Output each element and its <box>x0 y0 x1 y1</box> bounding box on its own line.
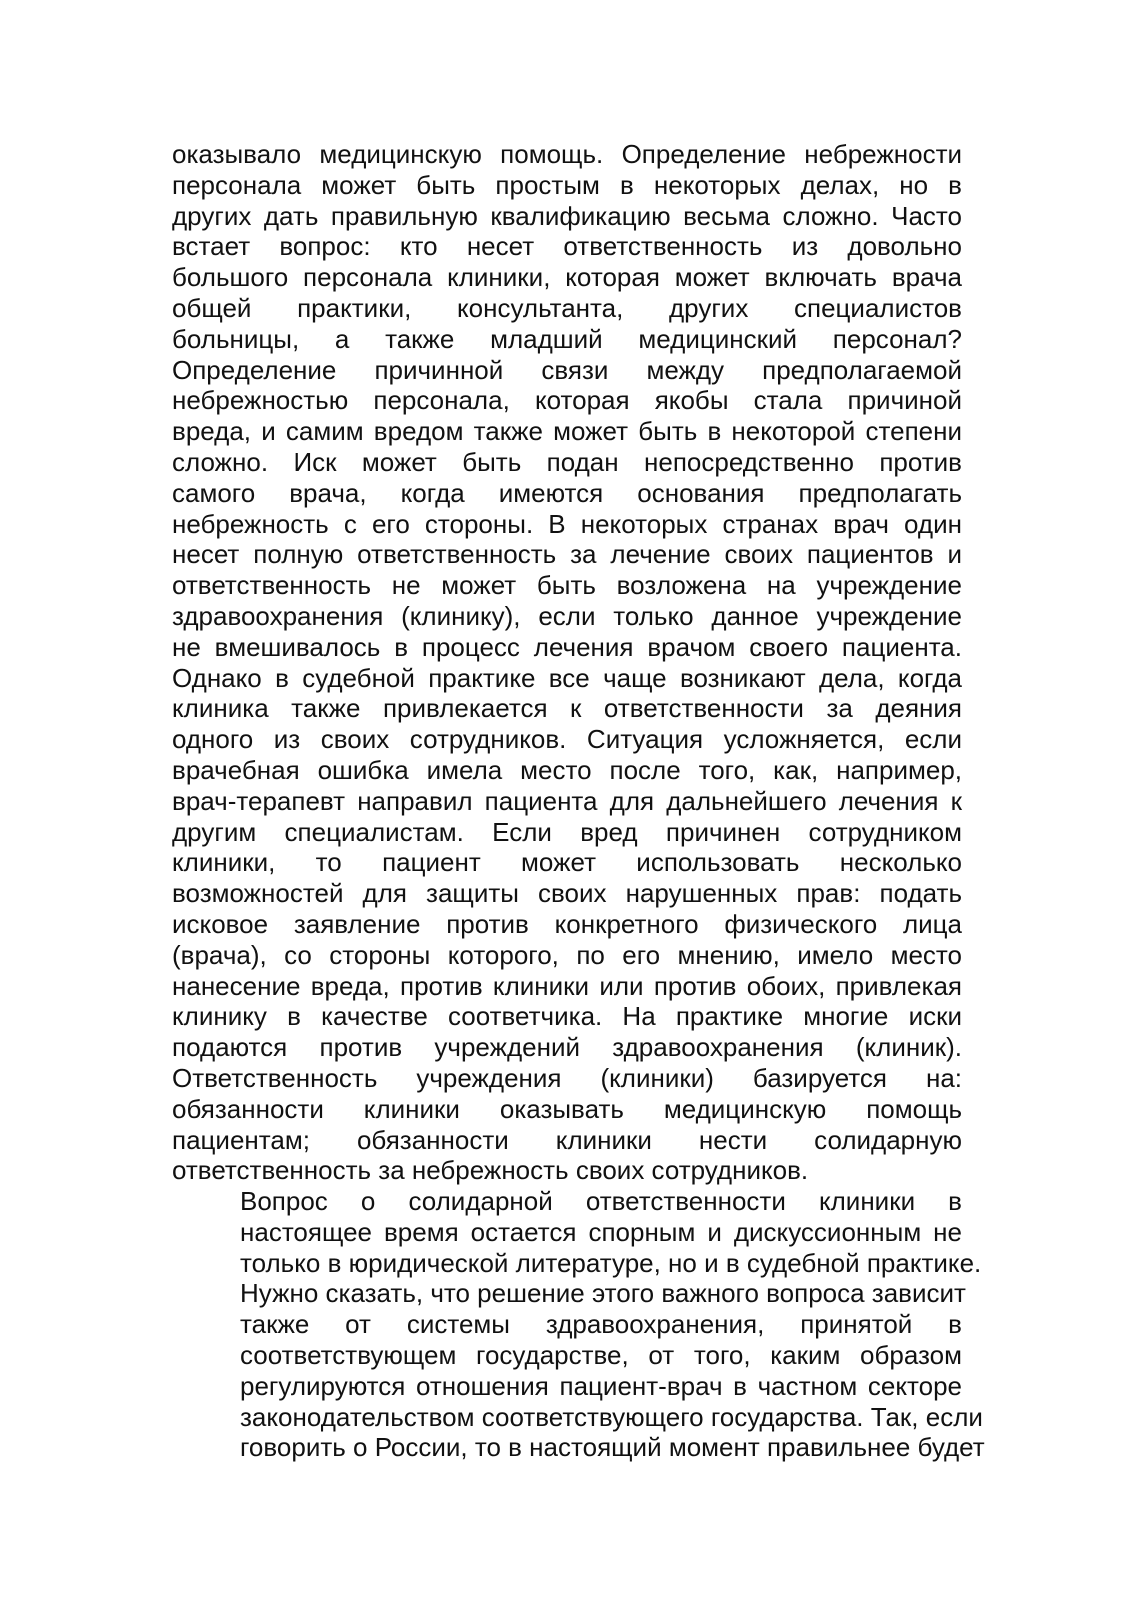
text-line: говорить о России, то в настоящий момент правильнее будет <box>240 1432 985 1463</box>
text-line: самого врача, когда имеются основания предполагать <box>172 477 962 508</box>
text-line: небрежность с его стороны. В некоторых странах врач один <box>172 508 962 539</box>
text-line: обязанности клиники оказывать медицинскую помощь <box>172 1093 962 1124</box>
text-line: персонала может быть простым в некоторых делах, но в <box>172 169 962 200</box>
text-line: Ответственность учреждения (клиники) базируется на: <box>172 1062 962 1093</box>
text-line: клиника также привлекается к ответственности за деяния <box>172 693 962 724</box>
paragraph-2 <box>172 1186 985 1463</box>
text-line: пациентам; обязанности клиники нести солидарную <box>172 1124 962 1155</box>
text-line: законодательством соответствующего государства. Так, если <box>240 1401 983 1432</box>
text-line: больницы, а также младший медицинский персонал? <box>172 323 962 354</box>
text-line: клиники, то пациент может использовать несколько <box>172 847 962 878</box>
text-line: подаются против учреждений здравоохранения (клиник). <box>172 1032 962 1063</box>
text-line: несет полную ответственность за лечение своих пациентов и <box>172 539 962 570</box>
text-line: вреда, и самим вредом также может быть в некоторой степени <box>172 416 962 447</box>
text-line: врачебная ошибка имела место после того, как, например, <box>172 754 962 785</box>
text-line: Определение причинной связи между предполагаемой <box>172 354 962 385</box>
body-text <box>172 139 985 1463</box>
text-line: клинику в качестве соответчика. На практике многие иски <box>172 1001 962 1032</box>
text-line: другим специалистам. Если вред причинен сотрудником <box>172 816 962 847</box>
text-line: нанесение вреда, против клиники или против обоих, привлекая <box>172 970 962 1001</box>
text-line: регулируются отношения пациент-врач в частном секторе <box>240 1370 962 1401</box>
text-line: исковое заявление против конкретного физического лица <box>172 908 962 939</box>
text-line: сложно. Иск может быть подан непосредственно против <box>172 446 962 477</box>
text-line: соответствующем государстве, от того, каким образом <box>240 1340 962 1371</box>
text-line: не вмешивалось в процесс лечения врачом своего пациента. <box>172 631 962 662</box>
text-line: врач-терапевт направил пациента для дальнейшего лечения к <box>172 785 962 816</box>
text-line: встает вопрос: кто несет ответственность из довольно <box>172 231 962 262</box>
text-line: общей практики, консультанта, других специалистов <box>172 292 962 323</box>
text-line: Нужно сказать, что решение этого важного вопроса зависит <box>240 1278 966 1309</box>
text-line: других дать правильную квалификацию весьма сложно. Часто <box>172 200 962 231</box>
text-line: здравоохранения (клинику), если только данное учреждение <box>172 600 962 631</box>
text-line: большого персонала клиники, которая может включать врача <box>172 262 962 293</box>
text-line: настоящее время остается спорным и дискуссионным не <box>240 1216 962 1247</box>
paragraph-1 <box>172 139 962 1186</box>
text-line: небрежностью персонала, которая якобы стала причиной <box>172 385 962 416</box>
text-line: Однако в судебной практике все чаще возникают дела, когда <box>172 662 962 693</box>
text-line: оказывало медицинскую помощь. Определение небрежности <box>172 139 962 169</box>
text-line: ответственность за небрежность своих сотрудников. <box>172 1155 809 1186</box>
text-line: ответственность не может быть возложена на учреждение <box>172 570 962 601</box>
text-line: (врача), со стороны которого, по его мнению, имело место <box>172 939 962 970</box>
text-line: одного из своих сотрудников. Ситуация усложняется, если <box>172 724 962 755</box>
text-line: возможностей для защиты своих нарушенных прав: подать <box>172 878 962 909</box>
text-line: только в юридической литературе, но и в судебной практике. <box>240 1247 982 1278</box>
text-line: Вопрос о солидарной ответственности клиники в <box>240 1186 962 1217</box>
text-line: также от системы здравоохранения, принятой в <box>240 1309 962 1340</box>
